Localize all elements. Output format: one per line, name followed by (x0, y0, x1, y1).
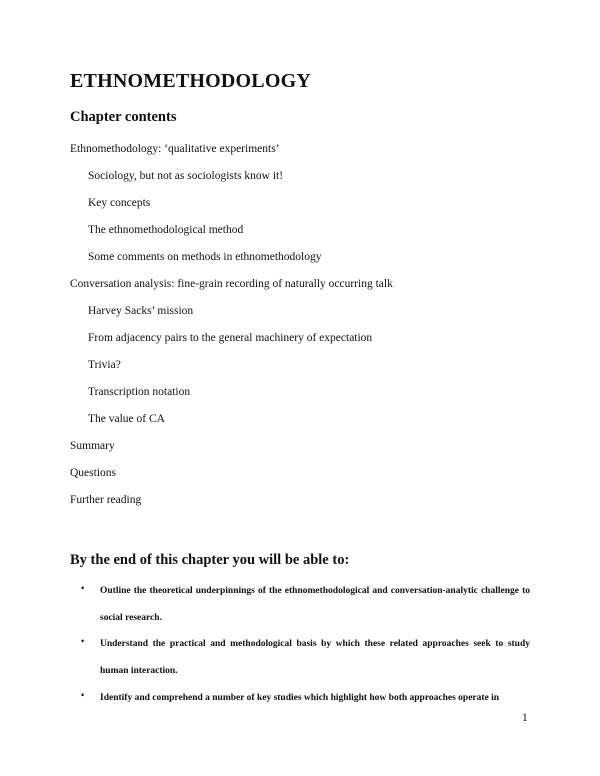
toc-item: Further reading (70, 494, 142, 506)
page-number: 1 (522, 712, 528, 724)
toc-item: Conversation analysis: fine-grain recording of naturally occurring talk (70, 278, 393, 290)
learning-objective: Identify and comprehend a number of key studies which highlight how both approaches operate in (100, 693, 500, 703)
toc-item: Transcription notation (88, 386, 191, 398)
toc-item: Some comments on methods in ethnomethodology (88, 251, 322, 263)
toc-item: Harvey Sacks’ mission (88, 305, 194, 317)
toc-item: Summary (70, 440, 115, 452)
bullet-icon: • (81, 636, 85, 646)
toc-item: Questions (70, 467, 116, 479)
toc-item: Trivia? (88, 359, 121, 371)
learning-objective: Outline the theoretical underpinnings of the ethnomethodological and conversation-analytic challenge to social research. (100, 586, 530, 623)
toc-item: The ethnomethodological method (88, 224, 244, 236)
learning-objective: Understand the practical and methodological basis by which these related approaches seek to study human interaction. (100, 639, 530, 676)
toc-item: Key concepts (88, 197, 151, 209)
learning-objectives-heading: By the end of this chapter you will be able to: (70, 552, 350, 568)
toc-item: From adjacency pairs to the general machinery of expectation (88, 332, 373, 344)
toc-item: Sociology, but not as sociologists know it! (88, 170, 284, 182)
chapter-title: ETHNOMETHODOLOGY (70, 70, 312, 92)
toc-item: The value of CA (88, 413, 165, 425)
chapter-contents-heading: Chapter contents (70, 109, 177, 125)
bullet-icon: • (81, 583, 85, 593)
bullet-icon: • (81, 690, 85, 700)
toc-item: Ethnomethodology: ‘qualitative experiments’ (70, 143, 280, 155)
